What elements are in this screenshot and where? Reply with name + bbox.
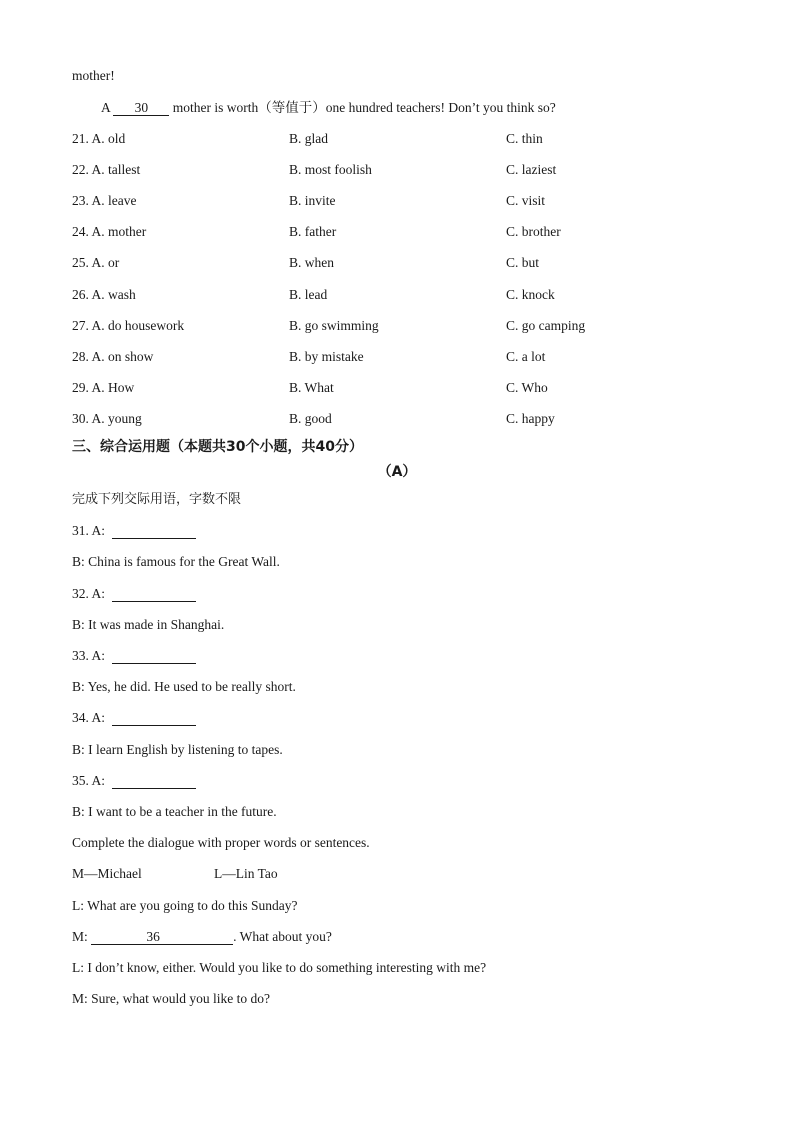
question-number: 33. A:: [72, 648, 106, 663]
option-a: 24. A. mother: [72, 224, 147, 239]
option-b: B. father: [289, 224, 337, 239]
dialogue-response: B: It was made in Shanghai.: [72, 617, 225, 632]
dialogue-response: B: I want to be a teacher in the future.: [72, 804, 277, 819]
answer-blank-34[interactable]: [112, 710, 196, 726]
dialogue-line: M: Sure, what would you like to do?: [72, 991, 270, 1006]
option-b: B. most foolish: [289, 162, 372, 177]
option-a: 22. A. tallest: [72, 162, 141, 177]
dialogue-question-32: [72, 585, 196, 603]
speaker-lintao: L—Lin Tao: [214, 866, 278, 881]
passage-line: mother!: [72, 68, 115, 83]
section-instruction: 完成下列交际用语，字数不限: [72, 492, 242, 507]
speaker-prefix: M:: [72, 929, 92, 944]
answer-blank-31[interactable]: [112, 523, 196, 539]
answer-blank-35[interactable]: [112, 773, 196, 789]
option-b: B. What: [289, 380, 334, 395]
dialogue-line: L: I don’t know, either. Would you like to do something interesting with me?: [72, 960, 487, 975]
section-part-label: （A）: [377, 464, 417, 480]
option-c: C. knock: [506, 287, 555, 302]
option-b: B. when: [289, 255, 334, 270]
option-c: C. happy: [506, 411, 555, 426]
passage-line-30: [101, 99, 556, 117]
dialogue-text: . What about you?: [233, 929, 332, 944]
option-c: C. but: [506, 255, 540, 270]
option-a: 30. A. young: [72, 411, 142, 426]
passage-text: mother is worth（等值于）one hundred teachers! Don’t you think so?: [169, 100, 556, 115]
option-c: C. Who: [506, 380, 548, 395]
option-a: 27. A. do housework: [72, 318, 185, 333]
option-a: 23. A. leave: [72, 193, 137, 208]
passage-text: A: [101, 100, 114, 115]
speaker-michael: M—Michael: [72, 866, 142, 881]
option-a: 28. A. on show: [72, 349, 154, 364]
dialogue-line-36: [72, 928, 332, 946]
dialogue-response: B: I learn English by listening to tapes.: [72, 742, 283, 757]
option-a: 26. A. wash: [72, 287, 136, 302]
option-c: C. a lot: [506, 349, 546, 364]
dialogue-question-33: [72, 647, 196, 665]
dialogue-response: B: Yes, he did. He used to be really short.: [72, 679, 296, 694]
option-b: B. lead: [289, 287, 328, 302]
option-c: C. thin: [506, 131, 543, 146]
question-number: 31. A:: [72, 523, 106, 538]
answer-blank-36[interactable]: [91, 929, 233, 945]
answer-blank-30[interactable]: 30: [113, 100, 169, 116]
answer-blank-32[interactable]: [112, 586, 196, 602]
option-a: 25. A. or: [72, 255, 120, 270]
dialogue-line: L: What are you going to do this Sunday?: [72, 898, 298, 913]
option-c: C. laziest: [506, 162, 557, 177]
option-b: B. good: [289, 411, 332, 426]
answer-blank-33[interactable]: [112, 648, 196, 664]
option-b: B. go swimming: [289, 318, 379, 333]
dialogue-question-35: [72, 772, 196, 790]
section-title: 三、综合运用题（本题共30个小题，共40分）: [72, 439, 363, 455]
option-c: C. go camping: [506, 318, 586, 333]
option-b: B. invite: [289, 193, 336, 208]
option-b: B. by mistake: [289, 349, 364, 364]
option-a: 29. A. How: [72, 380, 135, 395]
dialogue-question-31: [72, 522, 196, 540]
question-number: 32. A:: [72, 586, 106, 601]
option-a: 21. A. old: [72, 131, 126, 146]
blank-number: 36: [146, 929, 160, 944]
question-number: 35. A:: [72, 773, 106, 788]
dialogue-instruction: Complete the dialogue with proper words or sentences.: [72, 835, 370, 850]
option-c: C. brother: [506, 224, 561, 239]
question-number: 34. A:: [72, 710, 106, 725]
speaker-key: [72, 865, 278, 883]
option-c: C. visit: [506, 193, 546, 208]
option-b: B. glad: [289, 131, 328, 146]
dialogue-question-34: [72, 709, 196, 727]
dialogue-response: B: China is famous for the Great Wall.: [72, 554, 280, 569]
